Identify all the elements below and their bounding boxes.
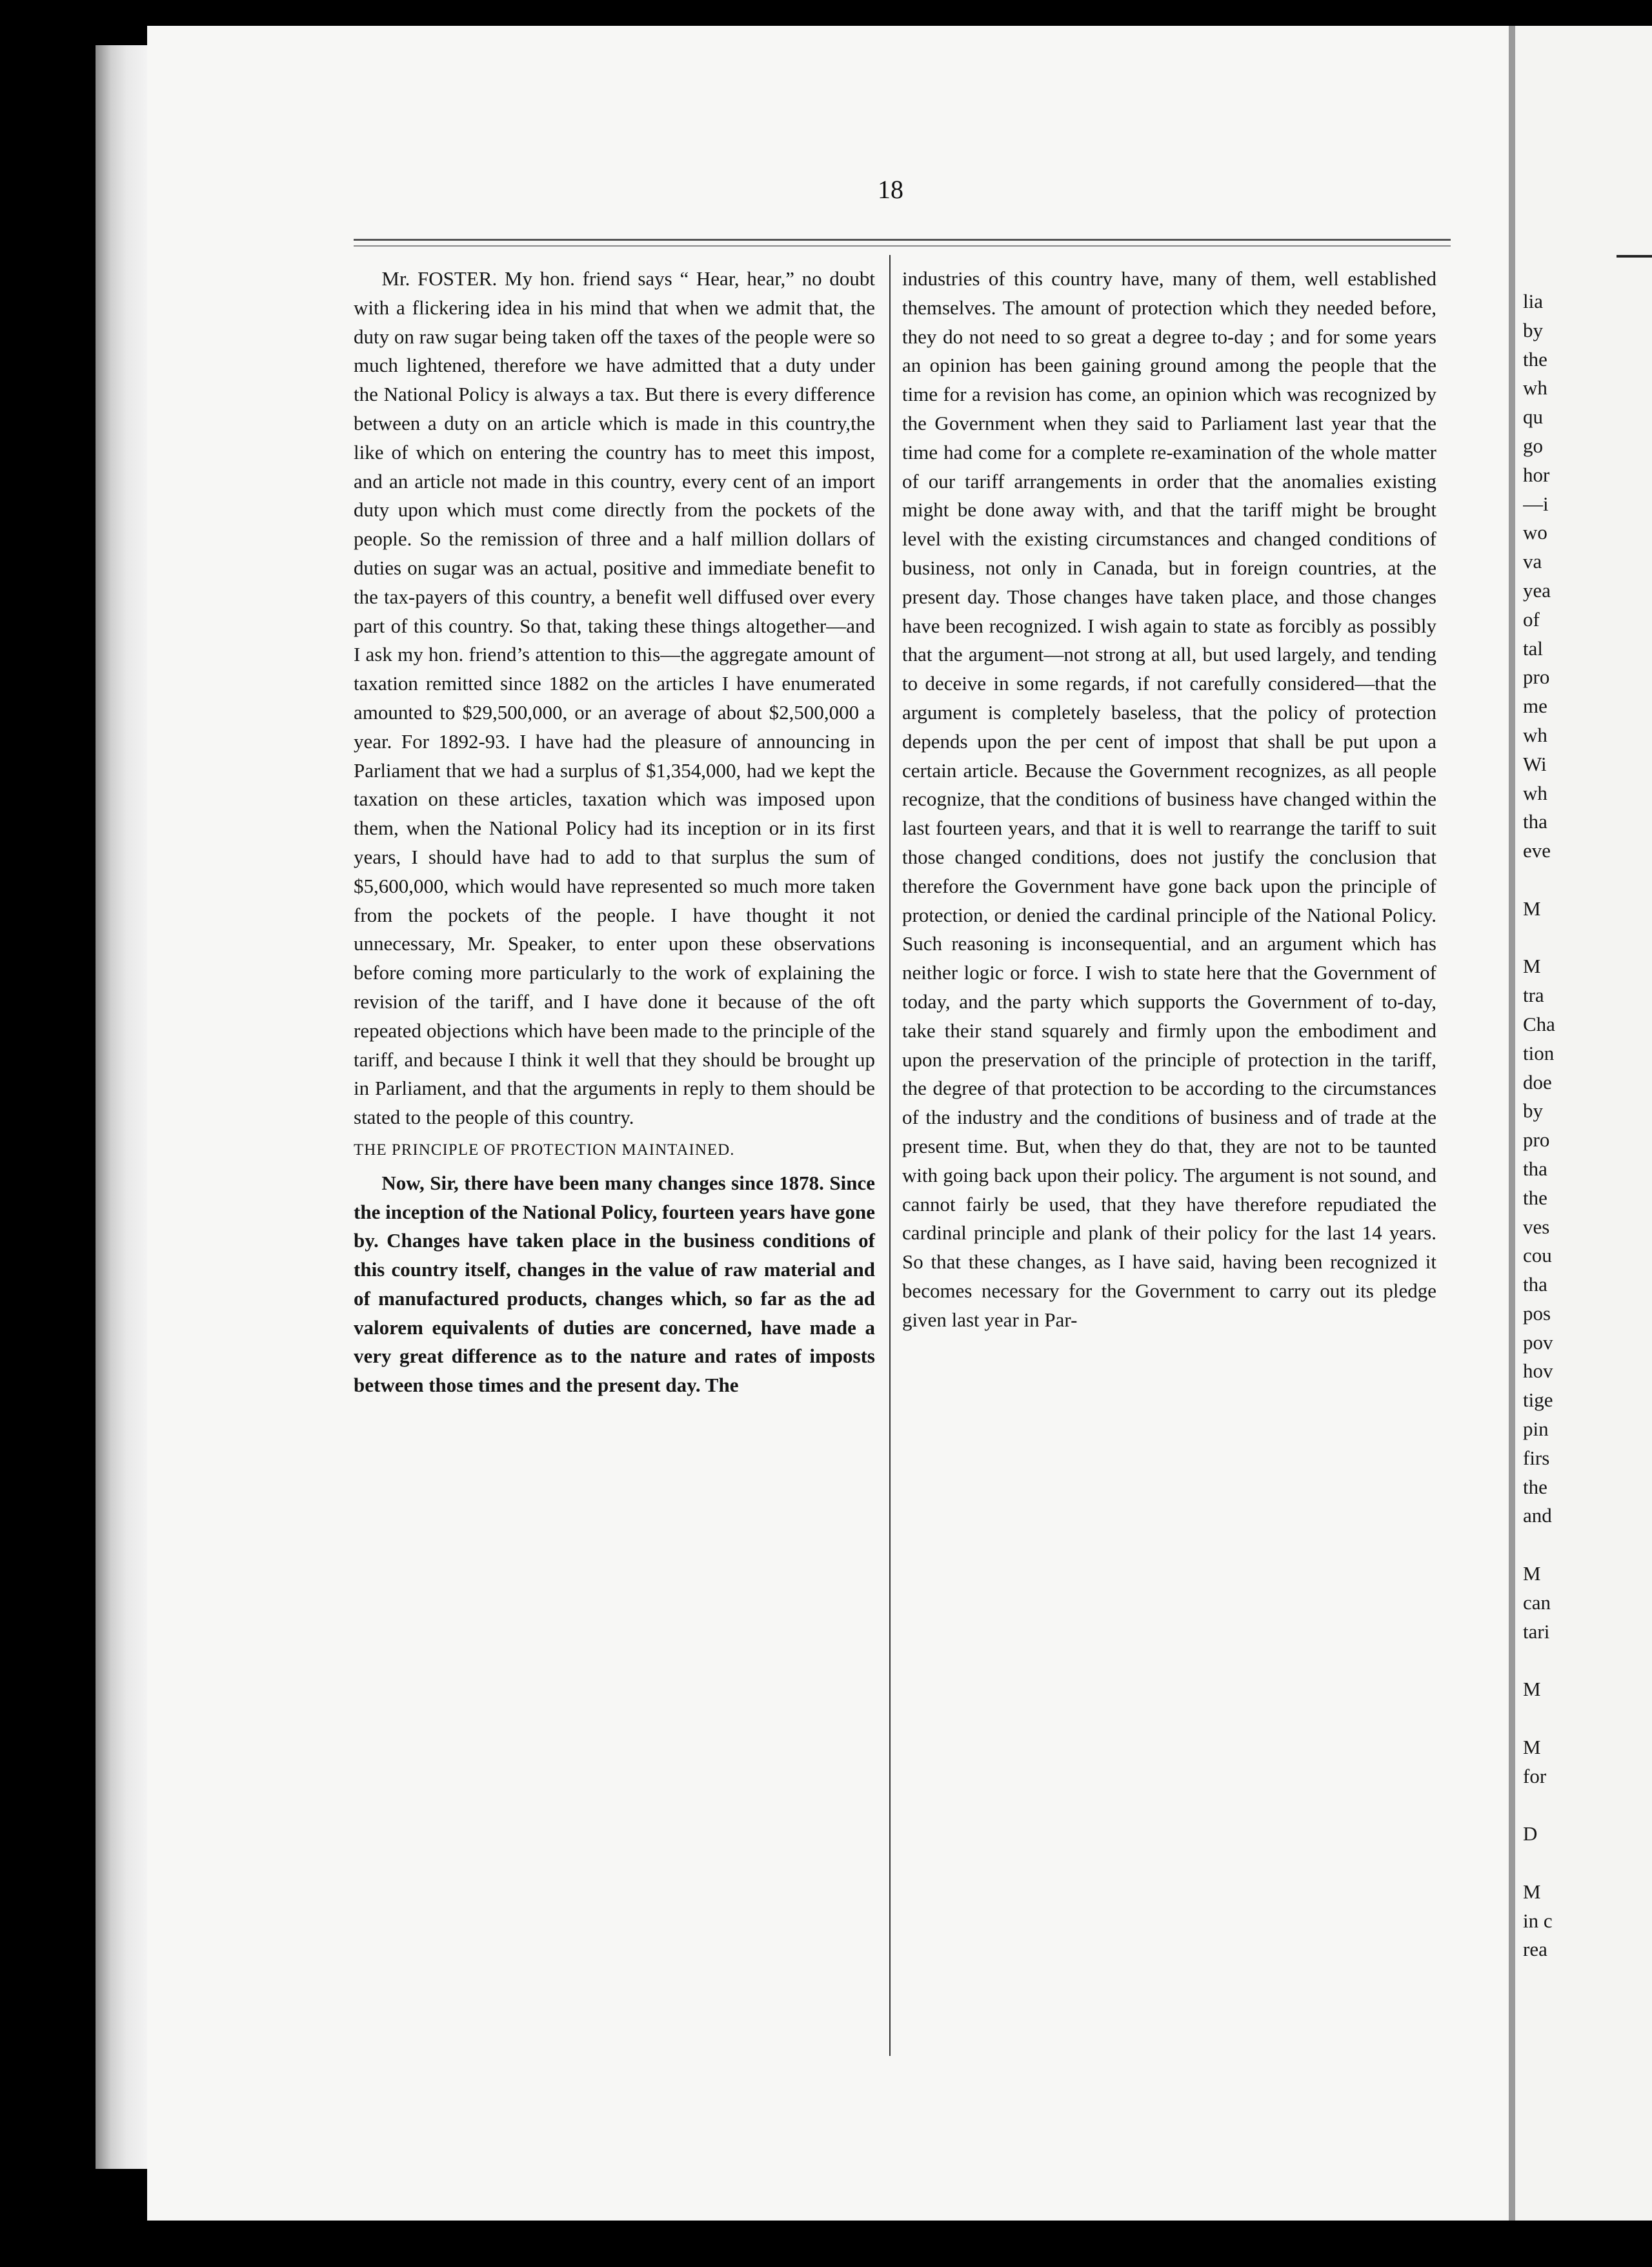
next-page-fragment: and <box>1523 1504 1552 1527</box>
next-page-fragment: the <box>1523 347 1547 371</box>
next-page-fragment: wh <box>1523 376 1547 400</box>
next-page-fragment: eve <box>1523 839 1551 862</box>
next-page-fragment: tige <box>1523 1388 1553 1412</box>
next-page-fragment <box>1523 924 1652 953</box>
next-page-fragment: pin <box>1523 1418 1549 1441</box>
next-page-fragment: can <box>1523 1591 1551 1614</box>
next-page-fragment: doe <box>1523 1070 1552 1093</box>
next-page-fragment: lia <box>1523 290 1543 312</box>
left-column <box>354 265 875 1400</box>
next-page-fragment <box>1523 1530 1652 1560</box>
speech-paragraph-2: Now, Sir, there have been many changes since 1878. Since the inception of the National Policy, fourteen years have gone by. Changes have taken place in the business conditions of this country itself, changes in the value of raw material and of manufactured products, changes which, so far as the ad valorem equivalents of duties are concerned, have made a very great difference as to the nature and rates of imposts between those times and the present day. The <box>354 1171 875 1397</box>
next-page-fragment <box>1523 1791 1652 1820</box>
next-page-fragment: of <box>1523 607 1540 631</box>
section-heading: THE PRINCIPLE OF PROTECTION MAINTAINED. <box>354 1141 735 1159</box>
header-rule <box>354 239 1451 241</box>
next-page-fragment: M <box>1523 1678 1541 1701</box>
next-page-fragment: tha <box>1523 1273 1547 1296</box>
right-column <box>902 265 1436 1334</box>
column-divider <box>889 255 891 2056</box>
next-page-text-fragments <box>1523 287 1652 1964</box>
next-page-fragment: by <box>1523 318 1543 341</box>
next-page-fragment: tion <box>1523 1041 1555 1064</box>
next-page-fragment: tha <box>1523 1157 1547 1180</box>
next-page-fragment: rea <box>1523 1938 1547 1961</box>
next-page-fragment: yea <box>1523 578 1551 602</box>
next-page-fragment: cou <box>1523 1244 1552 1267</box>
next-page-fragment: pos <box>1523 1301 1551 1325</box>
next-page-fragment: Wi <box>1523 752 1547 775</box>
next-page-fragment: in c <box>1523 1909 1553 1932</box>
next-page-fragment: the <box>1523 1186 1547 1209</box>
speech-paragraph-3: industries of this country have, many of them, well established themselves. The amount of protection which they needed before, they do not need to so great a degree to-day ; and for some years an opinion has been gaining ground among the people that the time for a revision has come, an opinion which was recognized by the Government when they said to Parliament last year that the time had come for a complete re-examination of the whole matter of our tariff arrangements in order that the anomalies existing might be done away with, and that the tariff might be brought level with the existing circumstances and changed conditions of business, not only in Canada, but in foreign countries, at the present day. Those changes have taken place, and those changes have been recognized. I wish again to state as forcibly as possibly that the argument—not strong at all, but used largely, and tending to deceive in some regards, if not carefully considered—that the argument is completely baseless, that the policy of protection depends upon the per cent of impost that shall be put upon a certain article. Because the Government recognizes, as all people recognize, that the conditions of business have changed within the last fourteen years, and that it is well to rearrange the tariff to suit those changed conditions, does not justify the conclusion that therefore the Government have gone back upon the principle of protection, or denied the cardinal principle of the National Policy. Such reasoning is inconsequential, and an argument which has neither logic or force. I wish to state here that the Government of today, and the party which supports the Government of to-day, take their stand squarely and firmly upon the embodiment and upon the preservation of the principle of protection in the tariff, the degree of that protection to be according to the circumstances of the industry and the conditions of business and of trade at the present time. But, when they do that, they are not to be taunted with going back upon their policy. The argument is not sound, and cannot fairly be used, that they have therefore repudiated the cardinal principle and plank of their policy for the last 14 years. So that these changes, as I have said, having been recognized it becomes necessary for the Government to carry out its pledge given last year in Par- <box>902 267 1436 1331</box>
next-page-fragment <box>1523 866 1652 895</box>
next-page-fragment: D <box>1523 1822 1538 1845</box>
next-page-fragment: tal <box>1523 636 1543 660</box>
speech-paragraph-1: Mr. FOSTER. My hon. friend says “ Hear, hear,” no doubt with a flickering idea in his mind that when we admit that, the duty on raw sugar being taken off the taxes of the people were so much lightened, therefore we have admitted that a duty under the National Policy is always a tax. But there is every difference between a duty on an article which is made in this country,the like of which on entering the country has to meet this impost, and an article not made in this country, every cent of an import duty upon which must come directly from the pockets of the people. So the remission of three and a half million dollars of duties on sugar was an actual, positive and immediate benefit to the tax-payers of this country, a benefit well diffused over every part of this country. So that, taking these things altogether—and I ask my hon. friend’s attention to this—the aggregate amount of taxation remitted since 1882 on the articles I have enumerated amounted to $29,500,000, or an average of about $2,500,000 a year. For 1892-93. I have had the pleasure of announcing in Parliament that we had a surplus of $1,354,000, had we kept the taxation on these articles, taxation which was imposed upon them, when the National Policy had its inception or in its first years, I should have had to add to that surplus the sum of $5,600,000, which would have represented so much more taken from the pockets of the people. I have thought it not unnecessary, Mr. Speaker, to enter upon these observations before coming more particularly to the work of explaining the revision of the tariff, and I have done it because of the oft repeated objections which have been made to the principle of the tariff, and because I think it well that they should be brought up in Parliament, and that the arguments in reply to them should be stated to the people of this country. <box>354 267 875 1129</box>
next-page-fragment: M <box>1523 1880 1541 1903</box>
page-edge-stack <box>96 45 147 2169</box>
next-page-fragment: the <box>1523 1475 1547 1498</box>
next-page-fragment: me <box>1523 695 1547 718</box>
next-page-fragment: va <box>1523 550 1542 573</box>
next-page-fragment: pro <box>1523 666 1550 689</box>
next-page-fragment: pro <box>1523 1128 1550 1152</box>
next-page-fragment <box>1523 1704 1652 1733</box>
next-page-fragment: wo <box>1523 521 1547 544</box>
next-page-fragment: for <box>1523 1764 1547 1787</box>
next-page-fragment: go <box>1523 434 1543 457</box>
next-page-rule <box>1617 255 1652 258</box>
next-page-fragment: by <box>1523 1099 1543 1123</box>
next-page-fragment: wh <box>1523 723 1547 746</box>
next-page-fragment <box>1523 1849 1652 1878</box>
next-page-fragment: tha <box>1523 810 1547 833</box>
next-page-fragment: firs <box>1523 1446 1550 1469</box>
next-page-fragment: hov <box>1523 1359 1553 1383</box>
next-page-fragment: M <box>1523 897 1541 920</box>
next-page-fragment: ves <box>1523 1215 1550 1238</box>
next-page-fragment: tari <box>1523 1620 1550 1643</box>
next-page-fragment: M <box>1523 1562 1541 1585</box>
next-page-fragment: qu <box>1523 405 1543 429</box>
next-page-fragment: tra <box>1523 984 1544 1007</box>
next-page-fragment: wh <box>1523 781 1547 804</box>
page-number: 18 <box>878 175 903 204</box>
header-rule-secondary <box>354 245 1451 247</box>
next-page-fragment: hor <box>1523 463 1550 486</box>
next-page-fragment <box>1523 1646 1652 1675</box>
next-page-fragment: M <box>1523 1735 1541 1758</box>
next-page-fragment: M <box>1523 955 1541 978</box>
next-page-fragment: pov <box>1523 1330 1553 1354</box>
next-page-fragment: Cha <box>1523 1012 1555 1035</box>
next-page-fragment: —i <box>1523 492 1549 515</box>
